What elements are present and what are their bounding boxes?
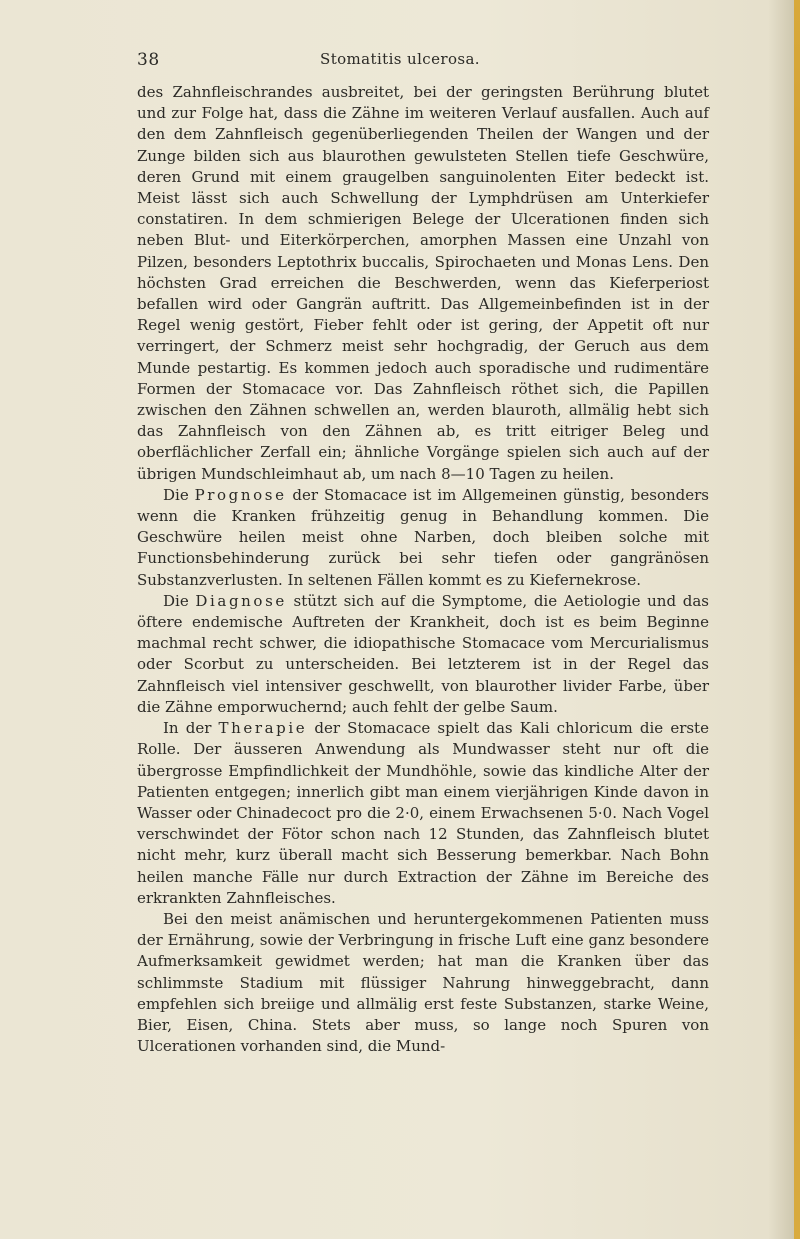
paragraph-text: der Stomacace spielt das Kali chloricum die erste Rolle. Der äusseren Anwendung als Mundwasser steht nur oft die übergrosse Empfindlichkeit der Mundhöhle, sowie das kindliche Alter der Patienten entgegen; innerlich gibt man einem vierjährigen Kinde davon in Wasser oder Chinadecoct pro die 2·0, einem Erwachsenen 5·0. Nach Vogel verschwindet der Fötor schon nach 12 Stunden, das Zahnfleisch blutet nicht mehr, kurz überall macht sich Besserung bemerkbar. Nach Bohn heilen manche Fälle nur durch Extraction der Zähne im Bereiche des erkrankten Zahnfleisches. <box>137 719 709 907</box>
heading-therapie: Therapie <box>218 719 308 738</box>
paragraph-5 <box>137 909 709 1057</box>
paragraph-lead: Die <box>163 485 189 504</box>
paragraph-diagnose <box>137 591 709 718</box>
body-text <box>137 82 709 1057</box>
heading-prognose: Prognose <box>194 485 287 504</box>
page-number: 38 <box>137 50 160 70</box>
paragraph-therapie <box>137 718 709 909</box>
paragraph-prognose <box>137 485 709 591</box>
paragraph-text: der Stomacace ist im Allgemeinen günstig, besonders wenn die Kranken frühzeitig genug in Behandlung kommen. Die Geschwüre heilen meist ohne Narben, doch bleiben solche mit Functionsbehinderung zurück bei sehr tiefen oder gangränösen Substanzverlusten. In seltenen Fällen kommt es zu Kiefernekrose. <box>137 485 709 589</box>
page-edge-binding <box>794 0 800 1239</box>
heading-diagnose: Diagnose <box>195 591 287 610</box>
paragraph-lead: In der <box>163 719 212 738</box>
paragraph-text: Bei den meist anämischen und heruntergekommenen Patienten muss der Ernährung, sowie der Verbringung in frische Luft eine ganz besondere Aufmerksamkeit gewidmet werden; hat man die Kranken über das schlimmste Stadium mit flüssiger Nahrung hinweggebracht, dann empfehlen sich breiige und allmälig erst feste Substanzen, starke Weine, Bier, Eisen, China. Stets aber muss, so lange noch Spuren von Ulcerationen vorhanden sind, die Mund- <box>137 909 709 1056</box>
running-title: Stomatitis ulcerosa. <box>320 50 480 68</box>
paragraph-1 <box>137 82 709 485</box>
paragraph-lead: Die <box>163 591 189 610</box>
paragraph-text: stützt sich auf die Symptome, die Aetiologie und das öftere endemische Auftreten der Krankheit, doch ist es beim Beginne machmal recht schwer, die idiopathische Stomacace vom Mercurialismus oder Scorbut zu unterscheiden. Bei letzterem ist in der Regel das Zahnfleisch viel intensiver geschwellt, von blaurother livider Farbe, über die Zähne emporwuchernd; auch fehlt der gelbe Saum. <box>137 591 710 716</box>
paragraph-text: des Zahnfleischrandes ausbreitet, bei der geringsten Berührung blutet und zur Folge hat, dass die Zähne im weiteren Verlauf ausfallen. Auch auf den dem Zahnfleisch gegenüberliegenden Theilen der Wangen und der Zunge bilden sich aus blaurothen gewulsteten Stellen tiefe Geschwüre, deren Grund mit einem graugelben sanguinolenten Eiter bedeckt ist. Meist lässt sich auch Schwellung der Lymphdrüsen am Unterkiefer constatiren. In dem schmierigen Belege der Ulcerationen finden sich neben Blut- und Eiterkörperchen, amorphen Massen eine Unzahl von Pilzen, besonders Leptothrix buccalis, Spirochaeten und Monas Lens. Den höchsten Grad erreichen die Beschwerden, wenn das Kieferperiost befallen wird oder Gangrän auftritt. Das Allgemeinbefinden ist in der Regel wenig gestört, Fieber fehlt oder ist gering, der Appetit oft nur verringert, der Schmerz meist sehr hochgradig, der Geruch aus dem Munde pestartig. Es kommen jedoch auch sporadische und rudimentäre Formen der Stomacace vor. Das Zahnfleisch röthet sich, die Papillen zwischen den Zähnen schwellen an, werden blauroth, allmälig hebt sich das Zahnfleisch von den Zähnen ab, es tritt eitriger Beleg und oberflächlicher Zerfall ein; ähnliche Vorgänge spielen sich auch auf der übrigen Mundschleimhaut ab, um nach 8—10 Tagen zu heilen. <box>137 83 709 483</box>
